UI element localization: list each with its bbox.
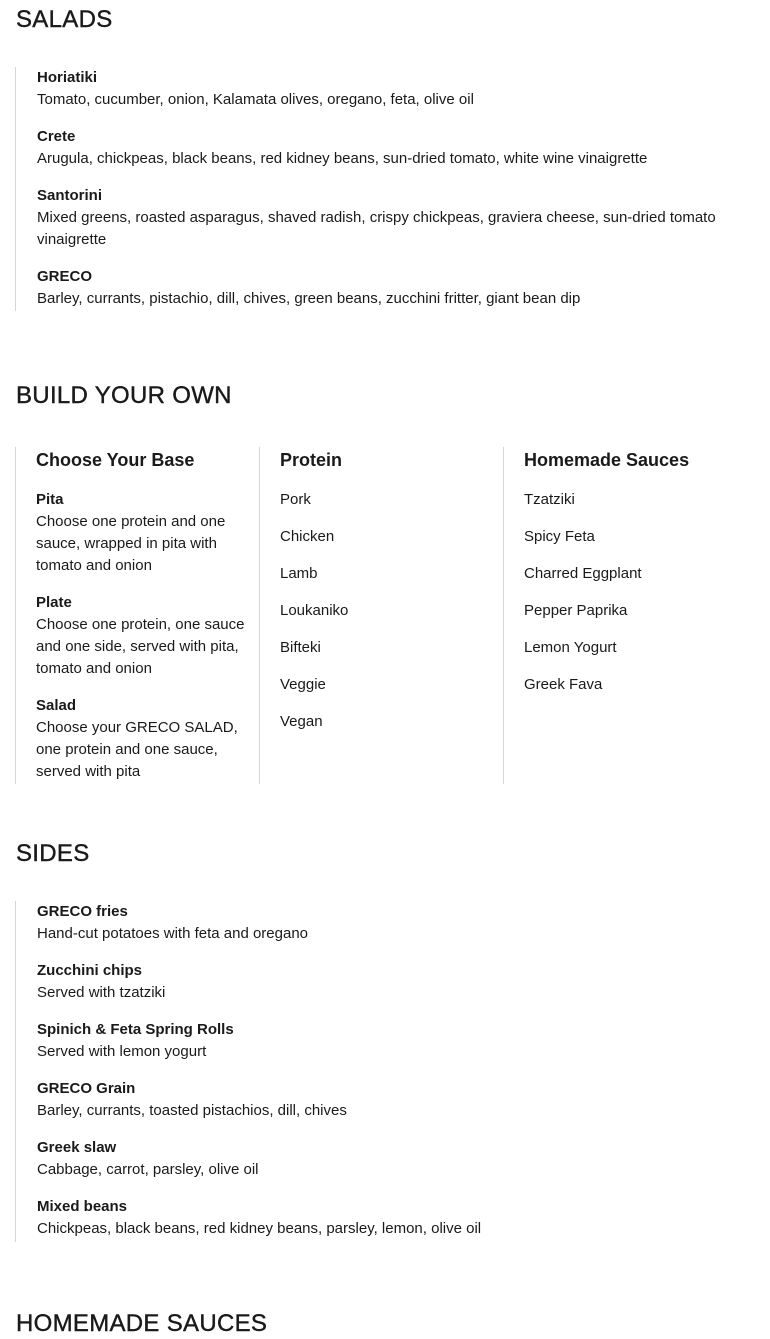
- protein-option: Bifteki: [280, 639, 321, 656]
- list-item: [37, 266, 755, 310]
- list-item: [37, 960, 755, 1004]
- item-name: Crete: [37, 128, 76, 145]
- sauces-column: [503, 447, 753, 784]
- list-item: [37, 901, 755, 945]
- list-item: [37, 1019, 755, 1063]
- list-item: [37, 126, 755, 170]
- column-title: Choose Your Base: [36, 450, 195, 470]
- column-title: Homemade Sauces: [524, 450, 690, 470]
- sauce-option: Spicy Feta: [524, 528, 595, 545]
- item-name: Zucchini chips: [37, 962, 143, 979]
- list-item: [37, 1196, 755, 1240]
- item-name: Plate: [36, 594, 72, 611]
- item-description: Served with lemon yogurt: [37, 1043, 207, 1060]
- item-description: Choose one protein and one sauce, wrapped in pita with tomato and onion: [36, 513, 226, 574]
- item-name: GRECO Grain: [37, 1080, 136, 1097]
- item-description: Tomato, cucumber, onion, Kalamata olives, oregano, feta, olive oil: [37, 91, 474, 108]
- sauce-option: Lemon Yogurt: [524, 639, 617, 656]
- build-your-own-title: BUILD YOUR OWN: [16, 382, 232, 409]
- item-description: Mixed greens, roasted asparagus, shaved radish, crispy chickpeas, graviera cheese, sun-dried tomato vinaigrette: [37, 209, 716, 248]
- item-description: Arugula, chickpeas, black beans, red kidney beans, sun-dried tomato, white wine vinaigrette: [37, 150, 648, 167]
- item-description: Barley, currants, pistachio, dill, chives, green beans, zucchini fritter, giant bean dip: [37, 290, 581, 307]
- item-name: Spinich & Feta Spring Rolls: [37, 1021, 234, 1038]
- item-name: GRECO: [37, 268, 93, 285]
- item-name: Salad: [36, 697, 77, 714]
- sauce-option: Greek Fava: [524, 676, 603, 693]
- sauce-option: Pepper Paprika: [524, 602, 628, 619]
- item-name: Pita: [36, 491, 64, 508]
- item-name: Horiatiki: [37, 69, 98, 86]
- column-title: Protein: [280, 450, 343, 470]
- item-name: Mixed beans: [37, 1198, 128, 1215]
- sauces-list: [524, 489, 741, 711]
- item-name: Santorini: [37, 187, 103, 204]
- item-description: Chickpeas, black beans, red kidney beans, parsley, lemon, olive oil: [37, 1220, 482, 1237]
- item-description: Served with tzatziki: [37, 984, 166, 1001]
- list-item: [36, 695, 247, 783]
- protein-option: Pork: [280, 491, 311, 508]
- protein-option: Chicken: [280, 528, 335, 545]
- list-item: [37, 67, 755, 111]
- protein-option: Lamb: [280, 565, 318, 582]
- item-name: GRECO fries: [37, 903, 128, 920]
- item-name: Greek slaw: [37, 1139, 117, 1156]
- item-description: Choose your GRECO SALAD, one protein and one sauce, served with pita: [36, 719, 238, 780]
- list-item: [37, 1078, 755, 1122]
- list-item: [36, 592, 247, 680]
- protein-option: Veggie: [280, 676, 326, 693]
- protein-option: Vegan: [280, 713, 323, 730]
- list-item: [37, 1137, 755, 1181]
- salads-title: SALADS: [16, 6, 113, 33]
- base-column: [15, 447, 259, 784]
- item-description: Choose one protein, one sauce and one side, served with pita, tomato and onion: [36, 616, 245, 677]
- item-description: Hand-cut potatoes with feta and oregano: [37, 925, 309, 942]
- sides-title: SIDES: [16, 840, 90, 867]
- sauce-option: Charred Eggplant: [524, 565, 642, 582]
- item-description: Barley, currants, toasted pistachios, dill, chives: [37, 1102, 347, 1119]
- salads-list: [15, 67, 755, 311]
- list-item: [36, 489, 247, 577]
- sides-list: [15, 901, 755, 1242]
- list-item: [37, 185, 755, 251]
- protein-list: [280, 489, 491, 748]
- homemade-sauces-title: HOMEMADE SAUCES: [16, 1310, 268, 1337]
- protein-option: Loukaniko: [280, 602, 349, 619]
- sauce-option: Tzatziki: [524, 491, 575, 508]
- item-description: Cabbage, carrot, parsley, olive oil: [37, 1161, 259, 1178]
- protein-column: [259, 447, 503, 784]
